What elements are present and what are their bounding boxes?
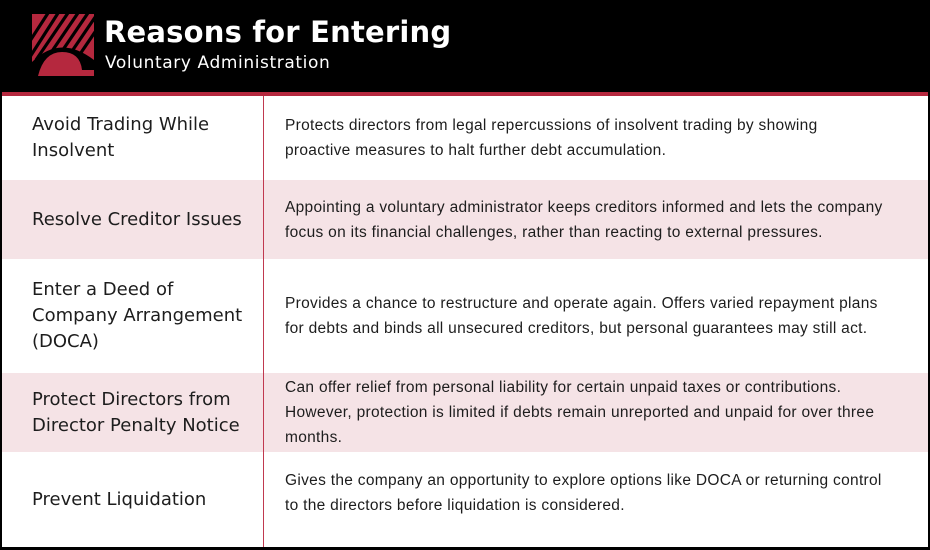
reason-label: Resolve Creditor Issues bbox=[32, 208, 242, 230]
page-title: Reasons for Entering bbox=[104, 15, 452, 49]
table-row bbox=[2, 259, 928, 373]
column-divider bbox=[263, 96, 264, 547]
header bbox=[0, 0, 930, 92]
reason-description: Protects directors from legal repercussions of insolvent trading by showing proactive measures to halt further debt accumulation. bbox=[285, 117, 818, 159]
reason-description: Appointing a voluntary administrator keeps creditors informed and lets the company focus on its financial challenges, rather than reacting to external pressures. bbox=[285, 198, 883, 241]
reason-description: Can offer relief from personal liability for certain unpaid taxes or contributions. However, protection is limited if debts remain unreported and unpaid for over three months. bbox=[285, 379, 875, 446]
page-subtitle: Voluntary Administration bbox=[105, 53, 331, 73]
reasons-table bbox=[2, 96, 928, 547]
reason-description: Provides a chance to restructure and operate again. Offers varied repayment plans for debts and binds all unsecured creditors, but personal guarantees may still act. bbox=[285, 295, 878, 337]
reason-description: Gives the company an opportunity to explore options like DOCA or returning control to the directors before liquidation is considered. bbox=[285, 471, 882, 514]
table-row bbox=[2, 452, 928, 547]
reason-label: Enter a Deed of Company Arrangement (DOCA) bbox=[32, 279, 243, 352]
reason-label: Prevent Liquidation bbox=[32, 488, 207, 510]
table-row bbox=[2, 180, 928, 259]
reason-label: Protect Directors from Director Penalty Notice bbox=[32, 388, 240, 436]
table-row bbox=[2, 96, 928, 180]
sunrise-logo-icon bbox=[32, 14, 94, 76]
reason-label: Avoid Trading While Insolvent bbox=[32, 114, 210, 161]
table-row bbox=[2, 373, 928, 452]
